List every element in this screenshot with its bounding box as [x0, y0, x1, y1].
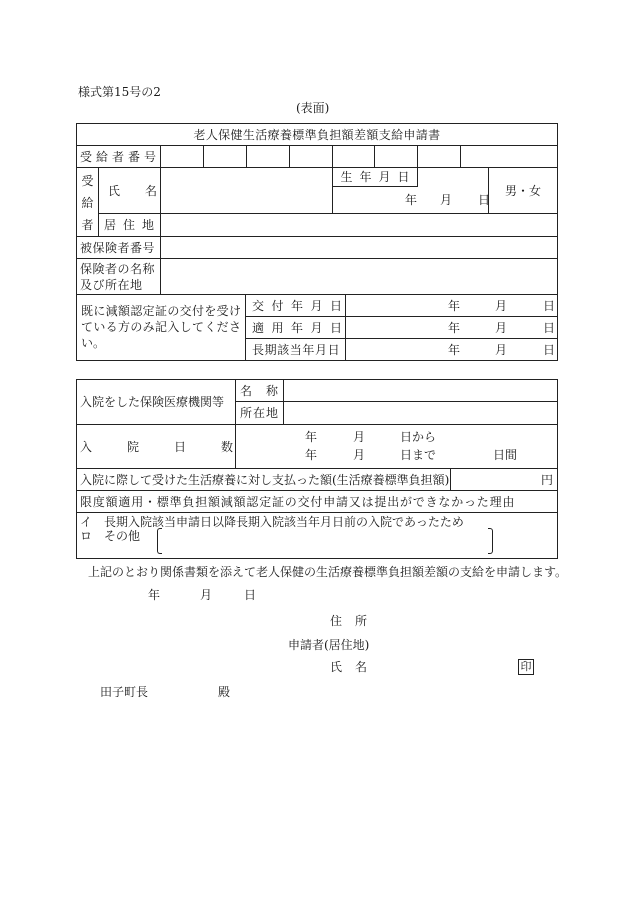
long-term-date-label-cell: [245, 338, 346, 361]
stay-days-label: 入院日数: [80, 439, 269, 454]
recipient-number-blank-area: [460, 145, 558, 168]
hospital-address-field[interactable]: [283, 401, 558, 425]
applicant-name-label: 氏名: [330, 660, 381, 674]
application-date-day-label: 日: [244, 588, 257, 602]
apply-date-year-label: 年: [448, 321, 461, 335]
side-label: (表面): [296, 101, 330, 115]
insurer-field[interactable]: [160, 258, 558, 295]
addressee-name: 田子町長: [100, 685, 149, 699]
hospital-name-label: 名称: [240, 383, 293, 398]
long-term-date-year-label: 年: [448, 343, 461, 357]
long-term-date-day-label: 日: [543, 343, 556, 357]
recipient-number-label: 受給者番号: [80, 149, 161, 164]
form-title-cell: [76, 123, 558, 146]
addressee-honorific: 殿: [218, 685, 231, 699]
hospital-name-field[interactable]: [283, 379, 558, 402]
apply-date-month-label: 月: [495, 321, 508, 335]
stay-from-day-label: 日から: [400, 430, 437, 444]
hospital-group-label-cell: [76, 379, 236, 425]
recipient-name-label: 氏名: [108, 183, 183, 198]
long-term-date-label: 長期該当年月日: [252, 342, 341, 357]
sex-options: 男・女: [504, 183, 541, 198]
reason-option-b[interactable]: ロ その他: [80, 529, 141, 543]
insured-number-label-cell: [76, 236, 161, 259]
recipient-group-cell: [76, 167, 99, 237]
declaration-text: 上記のとおり関係書類を添えて老人保健の生活療養標準負担額差額の支給を申請します。: [88, 565, 568, 579]
issue-date-label: 交付年月日: [252, 298, 350, 313]
long-term-date-field[interactable]: [345, 338, 558, 361]
recipient-address-field[interactable]: [160, 213, 558, 237]
reason-options-cell: [76, 512, 558, 559]
form-number: 様式第15号の2: [78, 85, 161, 99]
birthdate-field[interactable]: [332, 167, 489, 214]
stay-to-month-label: 月: [353, 448, 366, 462]
hospital-address-label-cell: [235, 401, 284, 425]
applicant-label: 申請者(居住地): [288, 638, 370, 652]
stay-to-year-label: 年: [305, 448, 318, 462]
hospital-name-label-cell: [235, 379, 293, 402]
recipient-number-digit-box[interactable]: [332, 145, 375, 168]
form-title: 老人保健生活療養標準負担額差額支給申請書: [193, 127, 441, 142]
birthdate-month-label: 月: [440, 193, 453, 207]
issue-date-year-label: 年: [448, 299, 461, 313]
recipient-name-field[interactable]: [160, 167, 333, 214]
apply-date-label: 適用年月日: [252, 320, 350, 335]
other-reason-left-bracket: [157, 528, 162, 554]
stay-from-year-label: 年: [305, 430, 318, 444]
recipient-number-digit-box[interactable]: [417, 145, 461, 168]
birthdate-label: 生年月日: [340, 170, 417, 184]
stay-from-month-label: 月: [353, 430, 366, 444]
hospital-group-label: 入院をした保険医療機関等: [80, 395, 225, 409]
reason-label: 限度額適用・標準負担額減額認定証の交付申請又は提出ができなかった理由: [80, 494, 516, 509]
issue-date-field[interactable]: [345, 294, 558, 317]
recipient-name-label-cell: [98, 167, 183, 214]
birthdate-label-box: [332, 167, 418, 187]
reduction-note: 既に減額認定証の交付を受けている方のみ記入してください。: [81, 304, 241, 350]
long-term-date-month-label: 月: [495, 343, 508, 357]
reduction-note-cell: [76, 294, 246, 361]
applicant-address-label: 住所: [330, 614, 381, 628]
apply-date-field[interactable]: [345, 316, 558, 339]
insured-number-field[interactable]: [160, 236, 558, 259]
stay-days-field[interactable]: [235, 424, 558, 469]
hospital-address-label: 所在地: [240, 406, 280, 420]
recipient-group-label: 受給者: [81, 174, 94, 232]
seal-mark: 印: [518, 659, 534, 675]
birthdate-year-label: 年: [405, 193, 418, 207]
reason-label-cell: [76, 490, 558, 513]
insurer-label-cell: [76, 258, 161, 295]
other-reason-right-bracket: [488, 528, 493, 554]
recipient-address-label: 居住地: [104, 218, 162, 232]
stay-days-label-cell: [76, 424, 269, 469]
paid-amount-field[interactable]: [450, 468, 558, 491]
reason-option-a[interactable]: イ 長期入院該当申請日以降長期入院該当年月日前の入院であったため: [80, 515, 464, 529]
apply-date-day-label: 日: [543, 321, 556, 335]
recipient-number-digit-box[interactable]: [289, 145, 333, 168]
insured-number-label: 被保険者番号: [80, 240, 156, 255]
sex-select-cell[interactable]: [488, 167, 558, 214]
stay-total-days-label: 日間: [493, 448, 518, 462]
insurer-label: 保険者の名称及び所在地: [80, 261, 156, 292]
issue-date-month-label: 月: [495, 299, 508, 313]
application-date-month-label: 月: [200, 588, 213, 602]
paid-amount-label: 入院に際して受けた生活療養に対し支払った額(生活療養標準負担額): [80, 472, 450, 487]
recipient-number-label-cell: [76, 145, 161, 168]
paid-amount-unit: 円: [540, 472, 553, 487]
recipient-number-digit-box[interactable]: [374, 145, 418, 168]
recipient-number-digit-box[interactable]: [203, 145, 247, 168]
recipient-number-digit-box[interactable]: [246, 145, 290, 168]
apply-date-label-cell: [245, 316, 350, 339]
issue-date-day-label: 日: [543, 299, 556, 313]
issue-date-label-cell: [245, 294, 350, 317]
application-date-year-label: 年: [148, 588, 161, 602]
stay-to-day-label: 日まで: [400, 448, 437, 462]
recipient-number-digit-box[interactable]: [160, 145, 204, 168]
paid-amount-label-cell: [76, 468, 451, 491]
recipient-address-label-cell: [98, 213, 161, 237]
birthdate-day-label: 日: [478, 193, 491, 207]
